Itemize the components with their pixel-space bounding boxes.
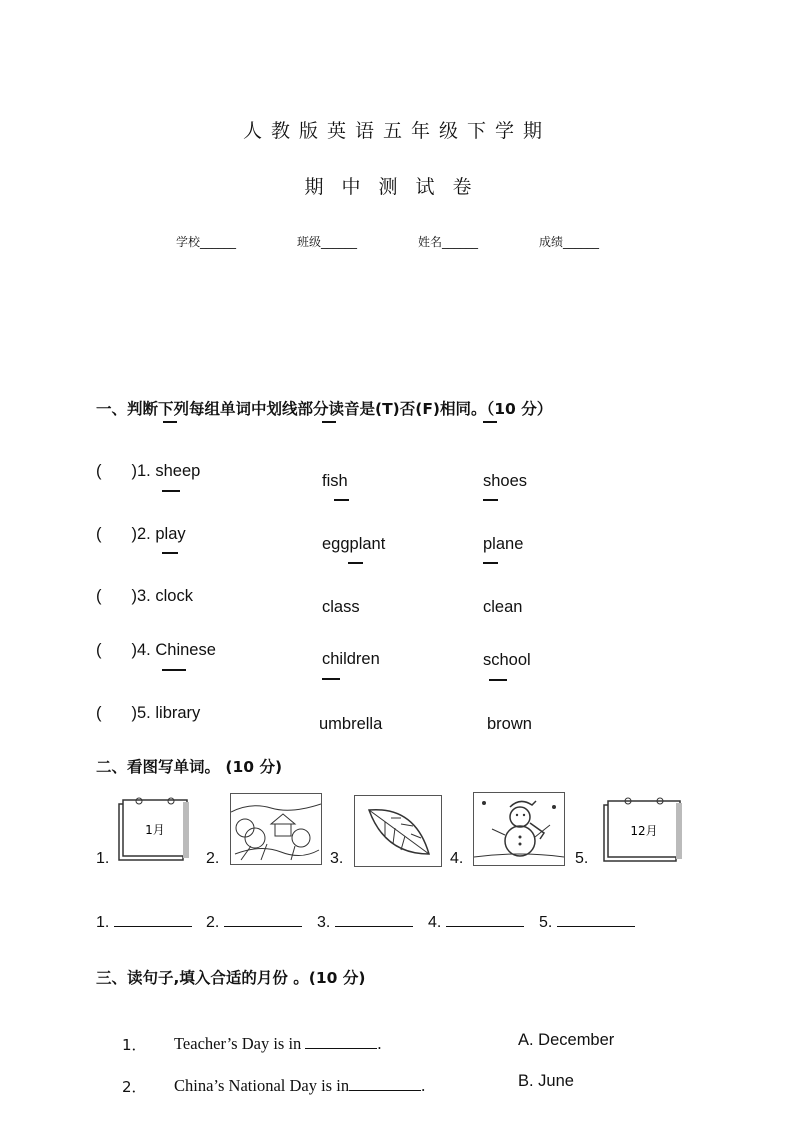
word: umbrella [319,715,383,733]
question-number: 1． [122,1036,147,1054]
picture-number: 2. [206,850,220,867]
answer-blank-1[interactable]: 1. [96,912,192,932]
answer-blank-3[interactable]: 3. [317,912,413,932]
answer-paren-3[interactable]: ( )3. clock [96,587,193,605]
word-underline [483,499,498,501]
question-sentence[interactable]: Teacher’s Day is in . [174,1034,382,1053]
page-title: 人教版英语五年级下学期 [242,120,551,142]
word-underline [334,499,349,501]
word: children [322,650,380,668]
picture-number: 5. [575,850,589,867]
section1-heading: 一、判断下列每组单词中划线部分读音是(T)否(F)相同。（10 分） [96,400,553,418]
word-underline [322,678,340,680]
picture-number: 1. [96,850,110,867]
word-underline [348,562,363,564]
question-sentence[interactable]: China’s National Day is in . [174,1076,426,1095]
word: school [483,651,531,669]
name-field: 姓名______ [418,235,479,249]
answer-blank-5[interactable]: 5. [539,912,635,932]
page-subtitle: 期中测试卷 [304,176,490,198]
spring-village-scene-icon [230,793,322,865]
word-underline [483,562,498,564]
leaf-icon [354,795,442,867]
word: class [322,598,360,616]
heading-underline [322,421,336,423]
word-underline [162,490,180,492]
class-field: 班级______ [297,235,358,249]
answer-blank-4[interactable]: 4. [428,912,524,932]
answer-paren-1[interactable]: ( )1. sheep [96,462,201,480]
answer-paren-4[interactable]: ( )4. Chinese [96,641,216,659]
word-underline [489,679,507,681]
answer-paren-5[interactable]: ( )5. library [96,704,201,722]
calendar-december-icon [598,793,688,865]
word: fish [322,472,348,490]
word-underline [162,552,178,554]
word-underline [162,669,186,671]
svg-text:12月: 12月 [630,824,658,838]
school-field: 学校______ [176,235,237,249]
word: plane [483,535,524,553]
question-number: 2． [122,1078,147,1096]
picture-number: 3. [330,850,344,867]
word: eggplant [322,535,386,553]
section3-heading: 三、读句子,填入合适的月份 。(10 分) [96,969,366,987]
heading-underline [163,421,177,423]
picture-number: 4. [450,850,464,867]
answer-paren-2[interactable]: ( )2. play [96,525,186,543]
calendar-january-icon [113,794,197,864]
word: shoes [483,472,528,490]
heading-underline [483,421,497,423]
option-b: B. June [518,1072,574,1090]
score-field: 成绩______ [539,235,600,249]
word: brown [487,715,532,733]
answer-blank-2[interactable]: 2. [206,912,302,932]
option-a: A. December [518,1031,615,1049]
svg-text:1月: 1月 [145,823,165,837]
section2-heading: 二、看图写单词。 (10 分) [96,758,283,776]
snowman-icon [473,792,565,866]
word: clean [483,598,523,616]
